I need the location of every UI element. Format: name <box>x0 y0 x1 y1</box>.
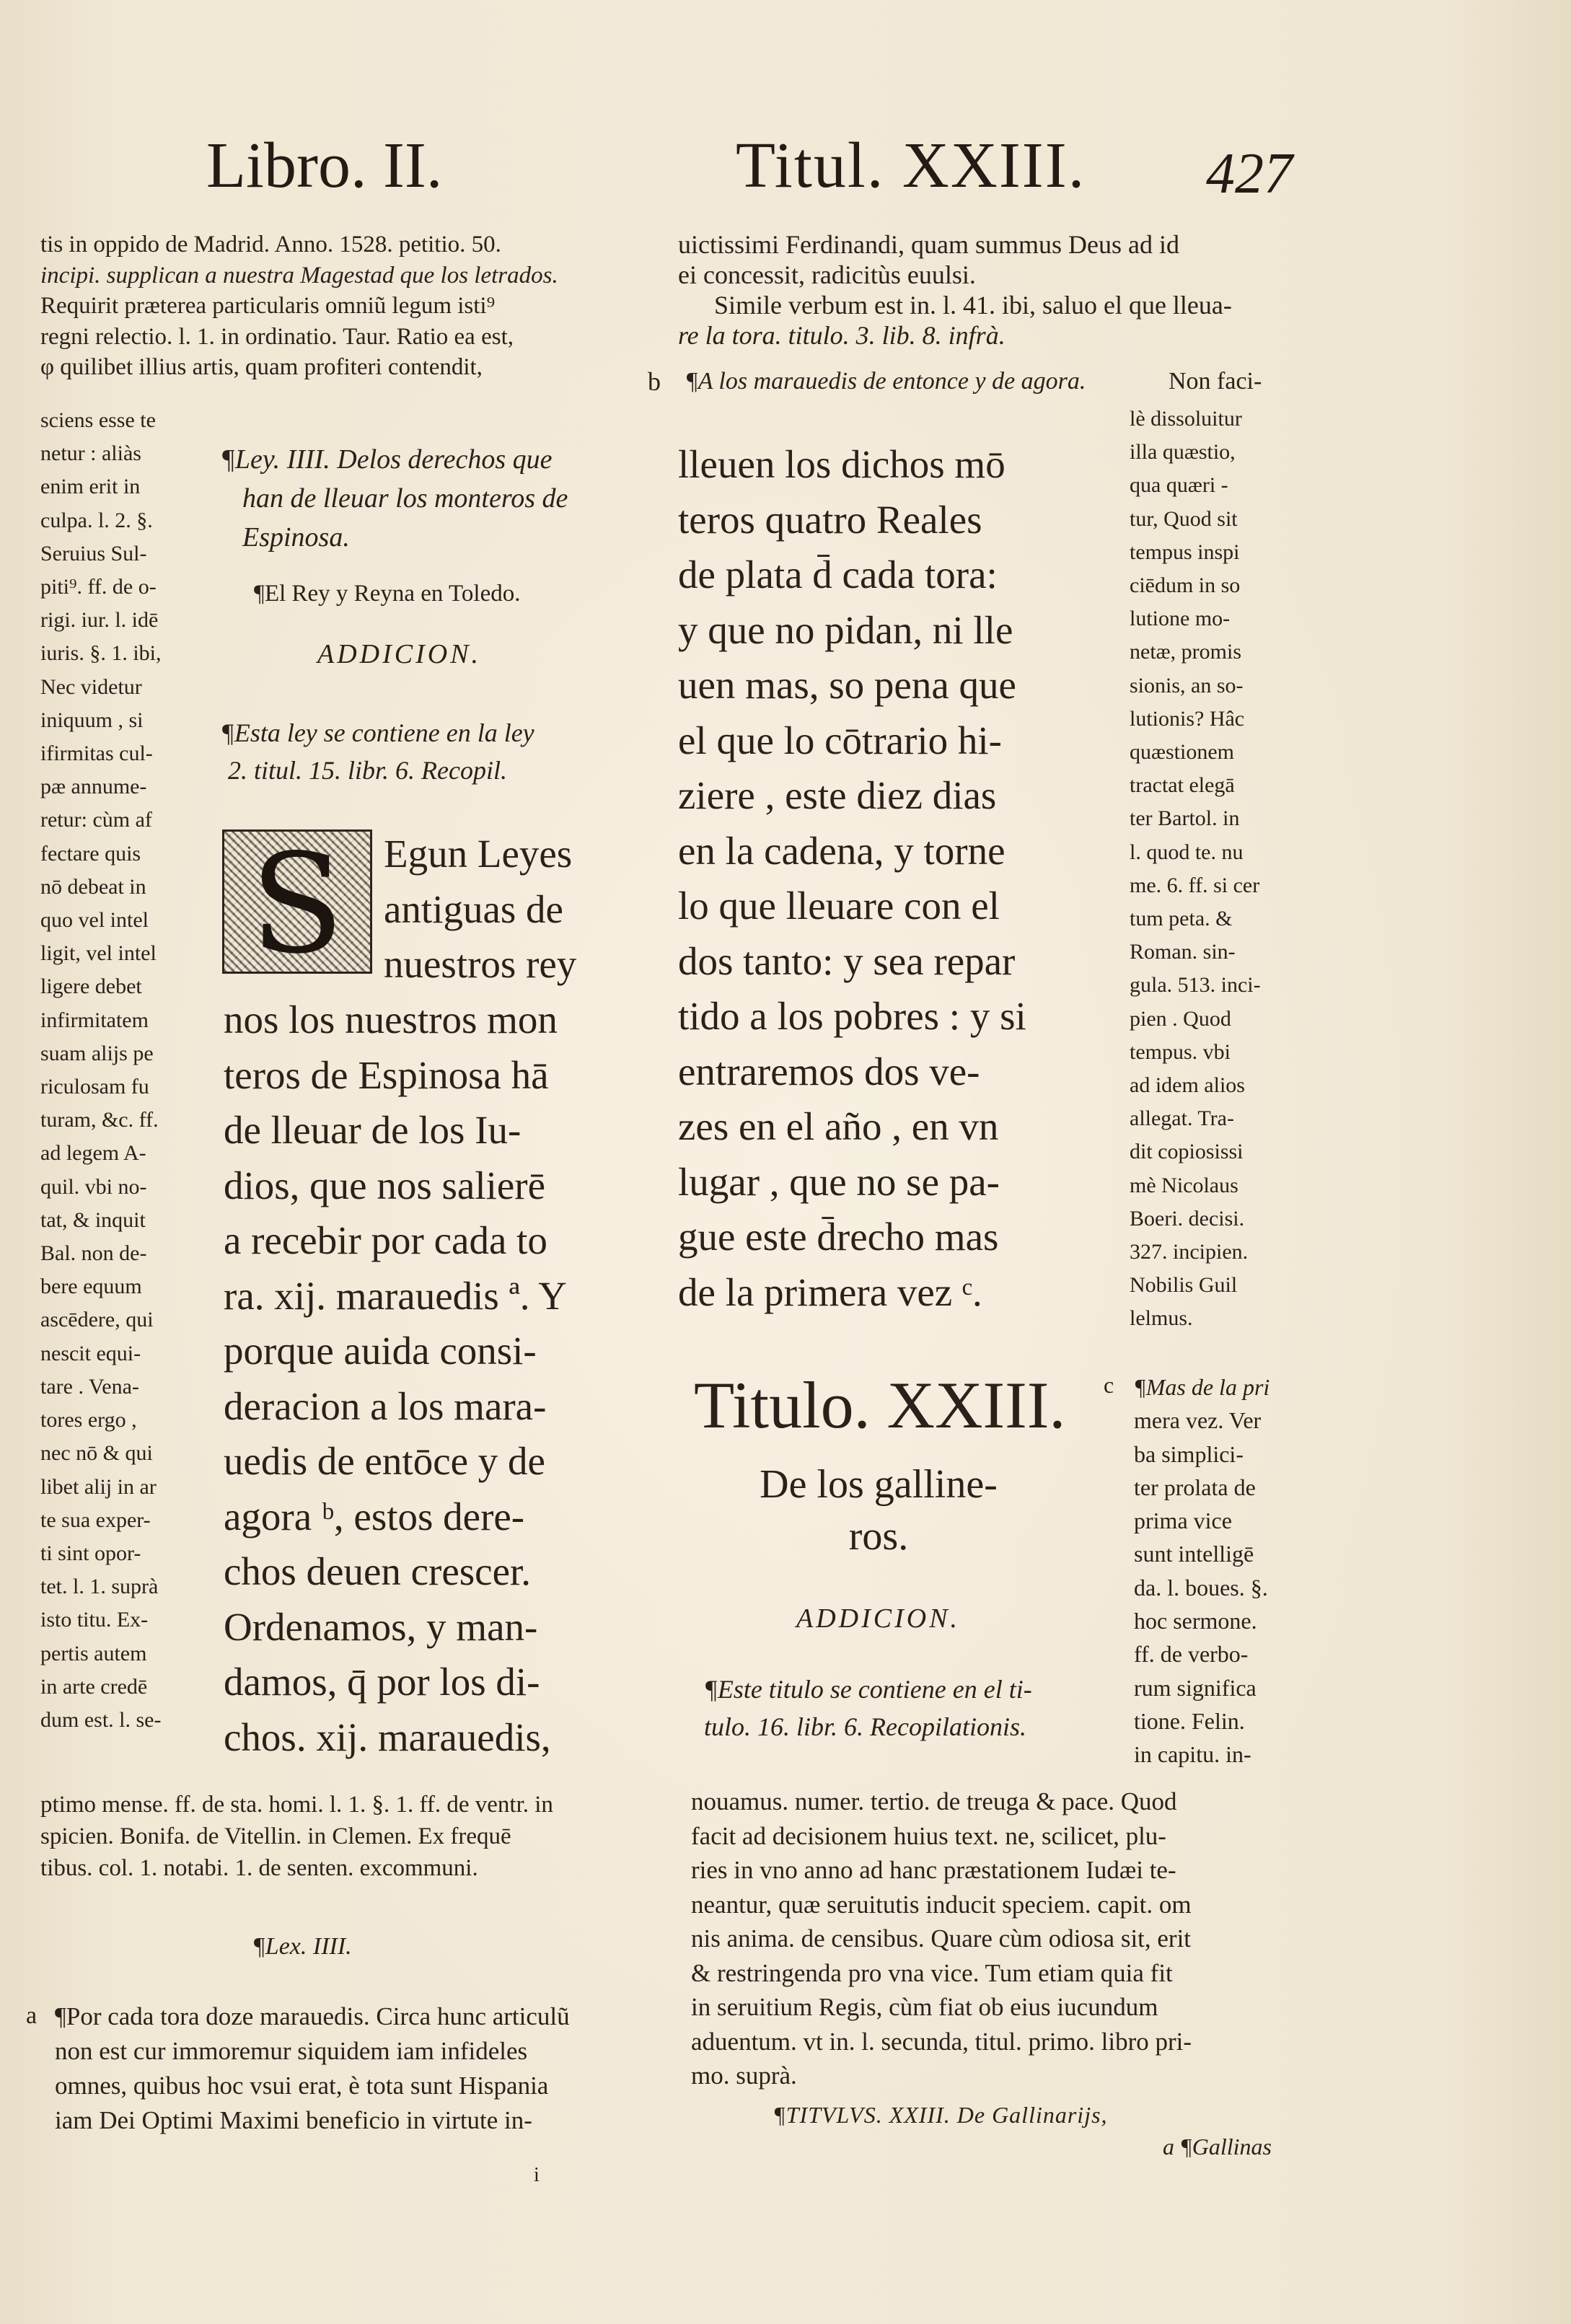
running-head-left: Libro. II. <box>206 130 443 201</box>
margin-line: mè Nicolaus <box>1130 1173 1238 1197</box>
esta-ley-line: ¶Esta ley se contiene en la ley <box>221 718 534 747</box>
margin-line: allegat. Tra- <box>1130 1106 1234 1131</box>
main-line: lugar , que no se pa- <box>678 1159 1000 1204</box>
left-main-text <box>224 992 567 1765</box>
margin-line: gula. 513. inci- <box>1130 973 1261 998</box>
margin-line: pien . Quod <box>1130 1006 1231 1031</box>
left-margin-gloss <box>40 404 221 1737</box>
gloss-line: nis anima. de censibus. Quare cùm odiosa sit, erit <box>691 1924 1192 1953</box>
margin-line: pertis autem <box>40 1641 147 1665</box>
margin-line: Bal. non de- <box>40 1241 147 1266</box>
main-line: de plata d̄ cada tora: <box>678 553 998 597</box>
margin-line: l. quod te. nu <box>1130 840 1244 864</box>
margin-line: nec nō & qui <box>40 1441 153 1466</box>
gloss-line: aduentum. vt in. l. secunda, titul. primo. libro pri- <box>691 2027 1192 2056</box>
gloss-line: Requirit præterea particularis omniũ legum isti⁹ <box>40 293 496 319</box>
main-line: de la primera vez ᶜ. <box>678 1269 982 1314</box>
main-line: antiguas de <box>384 886 563 931</box>
left-bottom-gloss <box>40 1789 553 1884</box>
margin-line: ad legem A- <box>40 1141 146 1166</box>
footnote-line: non est cur immoremur siquidem iam infideles <box>55 2037 528 2065</box>
margin-line: retur: cùm af <box>40 808 152 832</box>
ley-heading-line: Espinosa. <box>242 522 350 553</box>
margin-line: sciens esse te <box>40 408 156 432</box>
margin-line: illa quæstio, <box>1130 440 1236 465</box>
footnote-marker-a: a <box>26 2002 38 2029</box>
main-line: agora ᵇ, estos dere- <box>224 1494 525 1539</box>
gloss-line: nouamus. numer. tertio. de treuga & pace. Quod <box>691 1787 1177 1815</box>
b-gloss-tail: Non faci- <box>1169 368 1262 395</box>
dropcap-s <box>222 824 372 984</box>
margin-line: pæ annume- <box>40 775 147 799</box>
main-line: ra. xij. marauedis ª. Y <box>224 1273 567 1318</box>
page-signature-mark: i <box>534 2164 540 2186</box>
margin-line: in arte credē <box>40 1674 148 1699</box>
margin-line: tempus inspi <box>1130 540 1240 564</box>
margin-line: quo vel intel <box>40 908 149 933</box>
este-titulo-note <box>704 1671 1032 1746</box>
margin-line: nescit equi- <box>40 1341 141 1365</box>
main-line: de lleuar de los Iu- <box>224 1108 522 1152</box>
c-gloss-line: ter prolata de <box>1134 1474 1256 1500</box>
marker-c: c <box>1104 1372 1114 1398</box>
margin-line: Boeri. decisi. <box>1130 1206 1245 1231</box>
main-line: a recebir por cada to <box>224 1218 547 1262</box>
margin-line: ifirmitas cul- <box>40 741 153 766</box>
subtitle-line: De los galline- <box>760 1462 998 1507</box>
main-line: uen mas, so pena que <box>678 663 1016 707</box>
b-gloss-heading: ¶A los marauedis de entonce y de agora. <box>685 368 1086 395</box>
margin-line: bere equum <box>40 1275 142 1299</box>
main-line: teros quatro Reales <box>678 497 982 542</box>
margin-line: lelmus. <box>1130 1306 1193 1331</box>
margin-line: Seruius Sul- <box>40 541 147 565</box>
lex-line: ¶Lex. IIII. <box>252 1933 352 1960</box>
gloss-line: in seruitium Regis, cùm fiat ob eius iucundum <box>691 1993 1158 2021</box>
margin-line: lutionis? Hâc <box>1130 706 1245 731</box>
margin-line: tur, Quod sit <box>1130 506 1238 531</box>
margin-line: ligit, vel intel <box>40 941 157 966</box>
footnote-a <box>55 1999 570 2138</box>
running-head-center: Titul. XXIII. <box>736 130 1086 201</box>
margin-line: quæstionem <box>1130 740 1235 765</box>
gloss-line: tis in oppido de Madrid. Anno. 1528. petitio. 50. <box>40 232 501 258</box>
addicion-heading-right: ADDICION. <box>796 1603 961 1634</box>
titulus-line: ¶TITVLVS. XXIII. De Gallinarijs, <box>773 2102 1108 2128</box>
gloss-line: re la tora. titulo. 3. lib. 8. infrà. <box>678 321 1005 350</box>
margin-line: nō debeat in <box>40 874 146 899</box>
c-gloss-line: mera vez. Ver <box>1134 1407 1262 1434</box>
margin-line: rigi. iur. l. idē <box>40 608 159 633</box>
gloss-line: uictissimi Ferdinandi, quam summus Deus ad id <box>678 230 1179 259</box>
main-line: Egun Leyes <box>384 832 573 876</box>
main-line: dos tanto: y sea repar <box>678 938 1016 983</box>
gloss-line: φ quilibet illius artis, quam profiteri contendit, <box>40 354 483 380</box>
marker-b: b <box>648 367 661 396</box>
main-line: damos, q̄ por los di- <box>224 1660 540 1704</box>
margin-line: tempus. vbi <box>1130 1039 1231 1064</box>
margin-line: tat, & inquit <box>40 1207 146 1232</box>
main-line: uedis de entōce y de <box>224 1439 545 1483</box>
margin-line: lè dissoluitur <box>1130 407 1242 431</box>
ley-heading-line: ¶Ley. IIII. Delos derechos que <box>221 444 553 475</box>
margin-line: tractat elegā <box>1130 773 1235 798</box>
margin-line: quil. vbi no- <box>40 1174 147 1199</box>
page-number: 427 <box>1206 142 1293 206</box>
gloss-line: mo. suprà. <box>691 2061 797 2090</box>
main-line: en la cadena, y torne <box>678 828 1005 873</box>
main-line: nuestros rey <box>384 942 577 986</box>
margin-line: isto titu. Ex- <box>40 1608 149 1632</box>
gloss-line: regni relectio. l. 1. in ordinatio. Taur. Ratio ea est, <box>40 323 514 350</box>
margin-line: iuris. §. 1. ibi, <box>40 641 162 666</box>
c-gloss-line: sunt intelligē <box>1134 1541 1254 1567</box>
c-gloss-line: hoc sermone. <box>1134 1608 1257 1634</box>
main-line: gue este d̄recho mas <box>678 1215 999 1259</box>
margin-line: netæ, promis <box>1130 640 1241 664</box>
titulo-subtitle <box>742 1458 1016 1562</box>
margin-line: qua quæri - <box>1130 473 1228 498</box>
margin-line: dit copiosissi <box>1130 1140 1244 1164</box>
right-top-gloss <box>678 229 1232 351</box>
c-gloss-line: ff. de verbo- <box>1134 1641 1249 1668</box>
margin-line: me. 6. ff. si cer <box>1130 873 1260 897</box>
main-line: deracion a los mara- <box>224 1383 547 1428</box>
margin-line: tores ergo , <box>40 1408 137 1432</box>
dropcap-letter: S <box>250 824 345 984</box>
main-line: Ordenamos, y man- <box>224 1604 538 1649</box>
main-line: nos los nuestros mon <box>224 998 558 1042</box>
catchword: a ¶Gallinas <box>1163 2134 1272 2160</box>
main-line: entraremos dos ve- <box>678 1049 980 1093</box>
titulo-heading: Titulo. XXIII. <box>694 1368 1066 1442</box>
c-gloss-line: tione. Felin. <box>1134 1707 1245 1734</box>
c-gloss-line: ba simplici- <box>1134 1440 1244 1467</box>
c-gloss-line: in capitu. in- <box>1134 1741 1251 1768</box>
gloss-line: tibus. col. 1. notabi. 1. de senten. excommuni. <box>40 1855 478 1881</box>
gloss-line: incipi. supplican a nuestra Magestad que los letrados. <box>40 262 558 289</box>
right-margin-gloss <box>1130 402 1303 1336</box>
main-line: ziere , este diez dias <box>678 773 997 817</box>
margin-line: netur : aliàs <box>40 441 141 466</box>
margin-line: fectare quis <box>40 841 141 866</box>
esta-ley-note <box>221 714 534 789</box>
c-gloss <box>1134 1370 1269 1771</box>
subtitle-line: ros. <box>848 1514 909 1559</box>
margin-line: tet. l. 1. suprà <box>40 1575 159 1599</box>
margin-line: Nobilis Guil <box>1130 1273 1238 1298</box>
margin-line: riculosam fu <box>40 1075 149 1099</box>
main-line: el que lo cōtrario hi- <box>678 718 1002 762</box>
margin-line: infirmitatem <box>40 1008 149 1032</box>
margin-line: piti⁹. ff. de o- <box>40 575 157 599</box>
main-line: chos. xij. marauedis, <box>224 1715 551 1759</box>
main-line: dios, que nos salierē <box>224 1163 546 1207</box>
margin-line: iniquum , si <box>40 708 144 732</box>
gloss-line: Simile verbum est in. l. 41. ibi, saluo el que lleua- <box>714 291 1232 320</box>
gloss-line: neantur, quæ seruitutis inducit speciem. capit. om <box>691 1890 1192 1919</box>
main-line: tido a los pobres : y si <box>678 994 1026 1038</box>
main-line: lo que lleuare con el <box>678 884 1000 928</box>
gloss-line: ei concessit, radicitùs euulsi. <box>678 260 976 289</box>
margin-line: culpa. l. 2. §. <box>40 508 153 532</box>
margin-line: suam alijs pe <box>40 1041 154 1065</box>
main-line: zes en el año , en vn <box>678 1104 999 1148</box>
c-gloss-line: da. l. boues. §. <box>1134 1574 1268 1601</box>
gloss-line: facit ad decisionem huius text. ne, scilicet, plu- <box>691 1821 1166 1850</box>
c-gloss-line: prima vice <box>1134 1507 1232 1534</box>
main-line: chos deuen crescer. <box>224 1549 532 1593</box>
este-titulo-line: ¶Este titulo se contiene en el ti- <box>704 1675 1032 1704</box>
margin-line: ligere debet <box>40 974 142 999</box>
left-main-text-indent <box>384 827 576 992</box>
gloss-line: & restringenda pro vna vice. Tum etiam quia fit <box>691 1958 1173 1987</box>
margin-line: sionis, an so- <box>1130 673 1244 697</box>
margin-line: libet alij in ar <box>40 1474 157 1499</box>
ley-heading <box>221 440 568 557</box>
margin-line: Nec videtur <box>40 674 142 699</box>
c-gloss-line: rum significa <box>1134 1674 1257 1701</box>
right-bottom-gloss <box>691 1784 1192 2093</box>
gloss-line: ptimo mense. ff. de sta. homi. l. 1. §. 1. ff. de ventr. in <box>40 1792 553 1818</box>
margin-line: tare . Vena- <box>40 1374 139 1399</box>
margin-line: Roman. sin- <box>1130 940 1236 964</box>
margin-line: ciēdum in so <box>1130 573 1241 598</box>
footnote-line: ¶Por cada tora doze marauedis. Circa hunc articulũ <box>55 2002 570 2030</box>
margin-line: lutione mo- <box>1130 607 1231 631</box>
rey-line: ¶El Rey y Reyna en Toledo. <box>254 581 521 607</box>
gloss-line: spicien. Bonifa. de Vitellin. in Clemen. Ex frequē <box>40 1823 511 1849</box>
margin-line: ad idem alios <box>1130 1073 1245 1098</box>
margin-line: ascēdere, qui <box>40 1308 154 1332</box>
gloss-line: ries in vno anno ad hanc præstationem Iudæi te- <box>691 1856 1176 1884</box>
margin-line: ti sint opor- <box>40 1541 141 1565</box>
margin-line: dum est. l. se- <box>40 1707 162 1732</box>
ley-heading-line: han de lleuar los monteros de <box>242 483 568 514</box>
footnote-line: iam Dei Optimi Maximi beneficio in virtute in- <box>55 2106 532 2134</box>
main-line: teros de Espinosa hā <box>224 1052 549 1097</box>
margin-line: te sua exper- <box>40 1507 151 1532</box>
esta-ley-line: 2. titul. 15. libr. 6. Recopil. <box>228 756 507 785</box>
left-top-gloss <box>40 229 639 383</box>
margin-line: turam, &c. ff. <box>40 1108 159 1132</box>
este-titulo-line: tulo. 16. libr. 6. Recopilationis. <box>704 1712 1026 1741</box>
margin-line: enim erit in <box>40 475 141 499</box>
main-line: lleuen los dichos mō <box>678 442 1005 486</box>
footnote-line: omnes, quibus hoc vsui erat, è tota sunt Hispania <box>55 2072 549 2100</box>
margin-line: 327. incipien. <box>1130 1240 1249 1264</box>
addicion-heading-left: ADDICION. <box>317 639 482 669</box>
right-main-text <box>678 437 1026 1320</box>
margin-line: tum peta. & <box>1130 907 1233 931</box>
main-line: porque auida consi- <box>224 1329 537 1373</box>
main-line: y que no pidan, ni lle <box>678 607 1013 652</box>
margin-line: ter Bartol. in <box>1130 806 1240 831</box>
c-gloss-line: ¶Mas de la pri <box>1134 1374 1270 1400</box>
